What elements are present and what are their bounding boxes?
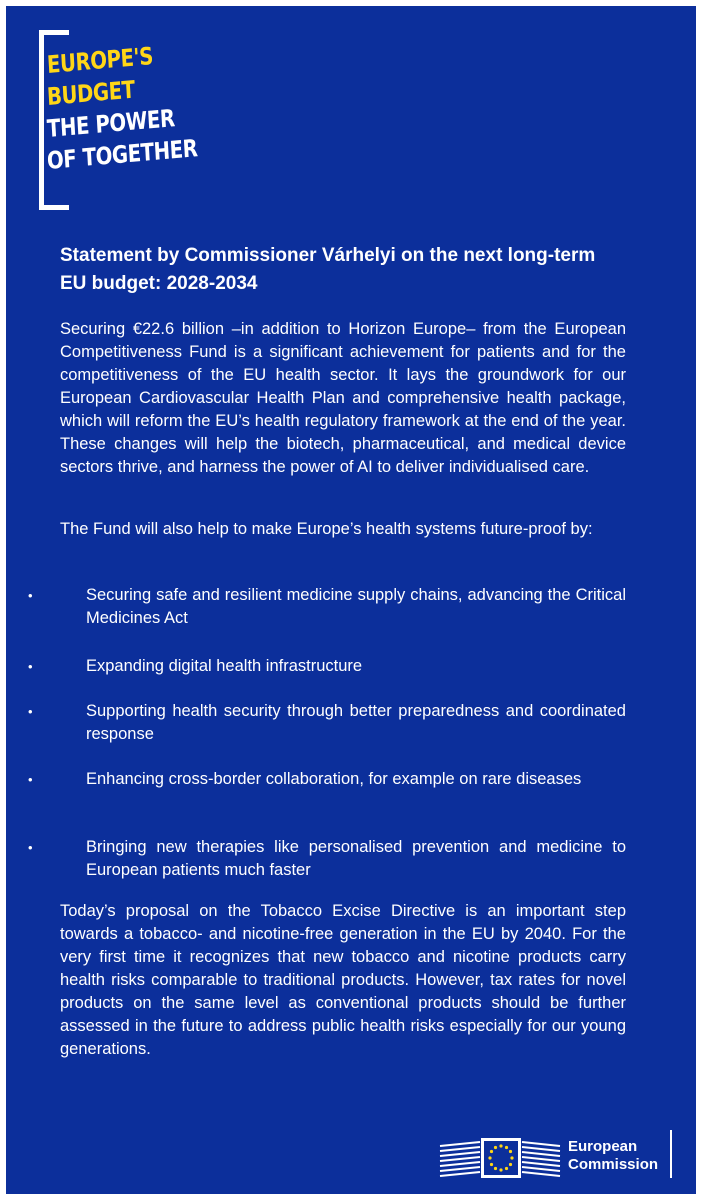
bullet-text: Enhancing cross-border collaboration, for example on rare diseases [86, 770, 582, 788]
logo-bracket-bottom [39, 205, 69, 210]
bullet-text: Supporting health security through better preparedness and coordinated response [86, 702, 626, 743]
bullet-symbol: • [28, 840, 33, 855]
bullet-symbol: • [28, 772, 33, 787]
logo-bracket-top [39, 30, 69, 35]
paragraph-funding: Securing €22.6 billion –in addition to Horizon Europe– from the European Competitiveness Fund is a significant achievement for patients and for the competitiveness of the EU health sector. It lays the groundwork for our European Cardiovascular Health Plan and comprehensive health package, which will reform the EU’s health regulatory framework at the end of the year. These changes will help the biotech, pharmaceutical, and medical device sectors thrive, and harness the power of AI to deliver individualised care. [60, 320, 626, 476]
statement-page [6, 6, 696, 1194]
ec-logo-divider [670, 1130, 672, 1178]
bullet-text: Bringing new therapies like personalised prevention and medicine to European patients much faster [86, 838, 626, 879]
ec-wordmark-line-2: Commission [568, 1156, 659, 1173]
paragraph-fund-intro: The Fund will also help to make Europe’s health systems future-proof by: [60, 520, 593, 538]
logo-line-4: OF TOGETHER [46, 134, 199, 175]
paragraph-tobacco: Today’s proposal on the Tobacco Excise Directive is an important step towards a tobacco- and nicotine-free generation in the EU by 2040. For the very first time it recognizes that new tobacco and nicotine products carry health risks comparable to traditional products. However, tax rates for novel products on the same level as conventional products should be further assessed in the future to address public health risks especially for our young generations. [60, 902, 626, 1058]
europes-budget-logo [39, 30, 199, 210]
berlaymont-building-icon [438, 1124, 563, 1184]
bullet-symbol: • [28, 659, 33, 674]
ec-wordmark [568, 1138, 658, 1174]
bullet-symbol: • [28, 704, 33, 719]
bullet-text: Securing safe and resilient medicine supply chains, advancing the Critical Medicines Act [86, 586, 626, 627]
european-commission-logo [438, 1124, 678, 1184]
logo-line-2: BUDGET [46, 75, 136, 111]
statement-title: Statement by Commissioner Várhelyi on the next long-term EU budget: 2028-2034 [60, 245, 596, 294]
logo-line-3: THE POWER [46, 104, 176, 143]
bullet-symbol: • [28, 588, 33, 603]
ec-wordmark-line-1: European [568, 1138, 638, 1155]
bullet-text: Expanding digital health infrastructure [86, 657, 363, 675]
logo-bracket [39, 30, 44, 210]
logo-line-1: EUROPE'S [46, 42, 154, 79]
